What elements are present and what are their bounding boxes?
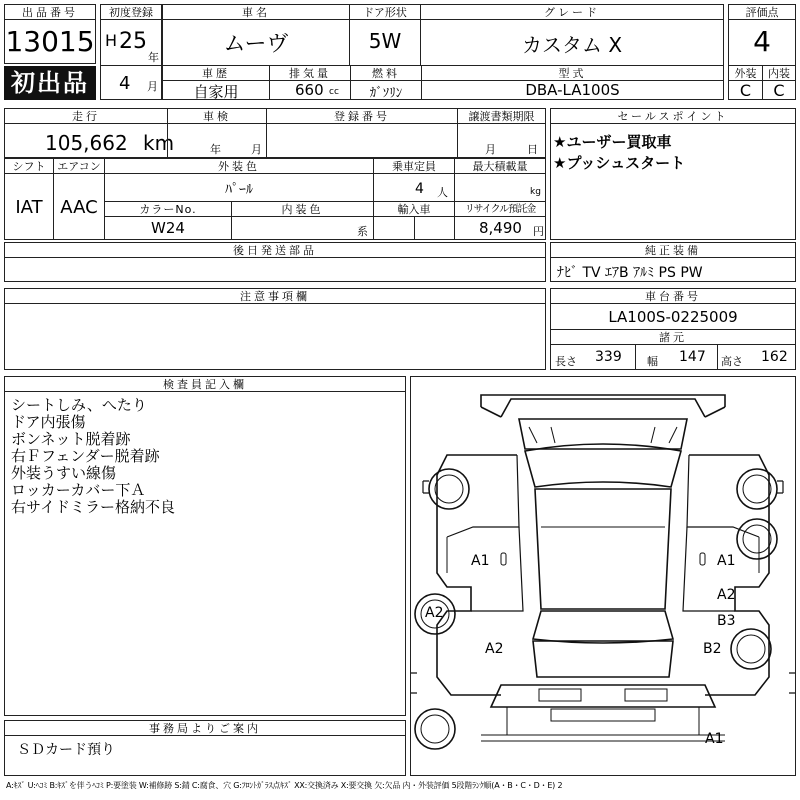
door-type: 5W <box>368 29 402 53</box>
office-note: ＳＤカード預り <box>17 742 115 758</box>
transfer-label: 譲渡書類期限 <box>458 109 545 124</box>
sales-point-2: ★プッシュスタート <box>553 154 686 172</box>
seats: 4 <box>415 181 424 197</box>
sales-points-block <box>550 108 796 240</box>
mark-right-front-door: A1 <box>717 553 736 569</box>
lot-number-cell <box>4 4 96 64</box>
inspection-label: 車検 <box>168 109 266 124</box>
mileage-label: 走行 <box>5 109 167 124</box>
inspector-line-7: 右サイドミラー格納不良 <box>11 498 175 516</box>
damage-diagram <box>410 376 796 776</box>
sales-point-1: ★ユーザー買取車 <box>553 133 672 151</box>
chassis-number: LA100S-0225009 <box>608 308 738 326</box>
office-label: 事務局よりご案内 <box>5 721 405 736</box>
color-no-label: カラーNo. <box>105 202 231 217</box>
score: 4 <box>753 25 771 58</box>
fuel: ｶﾞｿﾘﾝ <box>369 86 403 101</box>
mileage-unit: km <box>143 131 175 155</box>
car-name: ムーヴ <box>223 32 289 57</box>
model: DBA-LA100S <box>525 81 620 99</box>
month-unit: 月 <box>147 80 158 93</box>
legend-text: A:ｷｽﾞ U:ﾍｺﾐ B:ｷｽﾞを伴うﾍｺﾐ P:要塗装 W:補修跡 S:錆 C:腐食、穴 G:ﾌﾛﾝﾄｶﾞﾗｽ点ｷｽﾞ XX:交換済み X:要交換 欠:欠品 内・外装評価 5段階ﾗﾝｸ順(A・B・C・D・E) 2 <box>6 781 563 790</box>
chassis-label: 車台番号 <box>551 289 795 304</box>
inspector-line-5: 外装うすい線傷 <box>11 464 117 482</box>
era: H <box>105 31 118 50</box>
ac-label: エアコン <box>54 159 104 174</box>
grade-label: グレード <box>421 5 723 20</box>
caution-block <box>4 288 546 370</box>
history-label: 車歴 <box>163 66 269 81</box>
interior-color-unit: 系 <box>357 225 368 238</box>
fuel-label: 燃料 <box>351 66 421 81</box>
ac: AAC <box>60 197 98 218</box>
height: 162 <box>761 349 788 365</box>
seats-unit: 人 <box>437 186 448 199</box>
inspector-line-2: ドア内張傷 <box>11 413 86 431</box>
shift: IAT <box>15 197 43 218</box>
mark-right-mid: A2 <box>717 587 736 603</box>
interior-score-label: 内装 <box>763 66 795 81</box>
recycle-label: リサイクル預託金 <box>455 202 545 217</box>
exterior-score-label: 外装 <box>729 66 762 81</box>
door-type-label: ドア形状 <box>350 5 420 20</box>
mark-right-rear-b3: B3 <box>717 613 736 629</box>
interior-color-label: 内装色 <box>232 202 373 217</box>
seats-label: 乗車定員 <box>374 159 454 174</box>
later-parts-label: 後日発送部品 <box>5 243 545 258</box>
mark-rear-bottom: A1 <box>705 731 724 747</box>
equipment: ﾅﾋﾞ TV ｴｱB ｱﾙﾐ PS PW <box>557 265 703 281</box>
width-label: 幅 <box>647 355 658 368</box>
load-label: 最大積載量 <box>455 159 545 174</box>
exterior-color: ﾊﾟｰﾙ <box>225 182 253 198</box>
first-registration-cell <box>100 4 162 100</box>
lot-number-label: 出品番号 <box>5 5 95 20</box>
registration-month: 4 <box>119 73 131 94</box>
inspection-month-unit: 月 <box>251 143 262 156</box>
width: 147 <box>679 349 706 365</box>
caution-label: 注意事項欄 <box>5 289 545 304</box>
inspector-block <box>4 376 406 716</box>
load-unit: kg <box>530 187 541 197</box>
exterior-color-label: 外装色 <box>105 159 373 174</box>
height-label: 高さ <box>721 355 743 368</box>
lot-number: 13015 <box>5 25 95 58</box>
recycle-unit: 円 <box>533 225 544 238</box>
equipment-block <box>550 242 796 282</box>
mark-left-rocker: A2 <box>425 605 444 621</box>
inspector-label: 検査員記入欄 <box>5 377 405 392</box>
mark-left-rear-door: A2 <box>485 641 504 657</box>
first-registration-label: 初度登録 <box>101 5 161 20</box>
history: 自家用 <box>193 83 239 101</box>
score-cell <box>728 4 796 100</box>
exterior-score: C <box>739 81 752 100</box>
displacement-unit: cc <box>329 87 339 97</box>
plate-label: 登録番号 <box>267 109 457 124</box>
color-no: W24 <box>151 219 185 237</box>
shift-label: シフト <box>5 159 53 174</box>
sales-points-label: セールスポイント <box>551 109 795 124</box>
model-label: 型式 <box>422 66 723 81</box>
first-listing-badge: 初出品 <box>4 66 96 100</box>
transfer-day-unit: 日 <box>527 143 538 156</box>
car-name-label: 車名 <box>163 5 349 20</box>
vehicle-info-block <box>162 4 724 100</box>
score-label: 評価点 <box>729 5 795 20</box>
transfer-month-unit: 月 <box>485 143 496 156</box>
displacement-label: 排気量 <box>270 66 350 81</box>
car-outline-diagram <box>411 377 795 775</box>
specs-block <box>4 158 546 240</box>
mileage-block <box>4 108 546 158</box>
recycle-fee: 8,490 <box>479 219 522 237</box>
inspector-line-6: ロッカーカバー下Ａ <box>11 481 146 499</box>
mark-left-front-door: A1 <box>471 553 490 569</box>
displacement: 660 <box>295 81 324 99</box>
later-parts-block <box>4 242 546 282</box>
mark-right-rear-b2: B2 <box>703 641 722 657</box>
equipment-label: 純正装備 <box>551 243 795 258</box>
inspector-line-3: ボンネット脱着跡 <box>11 430 131 448</box>
length: 339 <box>595 349 622 365</box>
year-unit: 年 <box>148 51 159 64</box>
inspector-line-1: シートしみ、へたり <box>11 396 147 414</box>
office-block <box>4 720 406 776</box>
import-label: 輸入車 <box>374 202 454 217</box>
dims-label: 諸元 <box>551 330 795 345</box>
interior-score: C <box>773 81 785 100</box>
length-label: 長さ <box>555 355 577 368</box>
mileage: 105,662 <box>45 131 128 155</box>
chassis-block <box>550 288 796 370</box>
inspector-line-4: 右Ｆフェンダー脱着跡 <box>11 447 160 465</box>
registration-year: 25 <box>119 29 147 54</box>
inspection-year-unit: 年 <box>210 143 221 156</box>
grade: カスタム X <box>521 33 623 57</box>
